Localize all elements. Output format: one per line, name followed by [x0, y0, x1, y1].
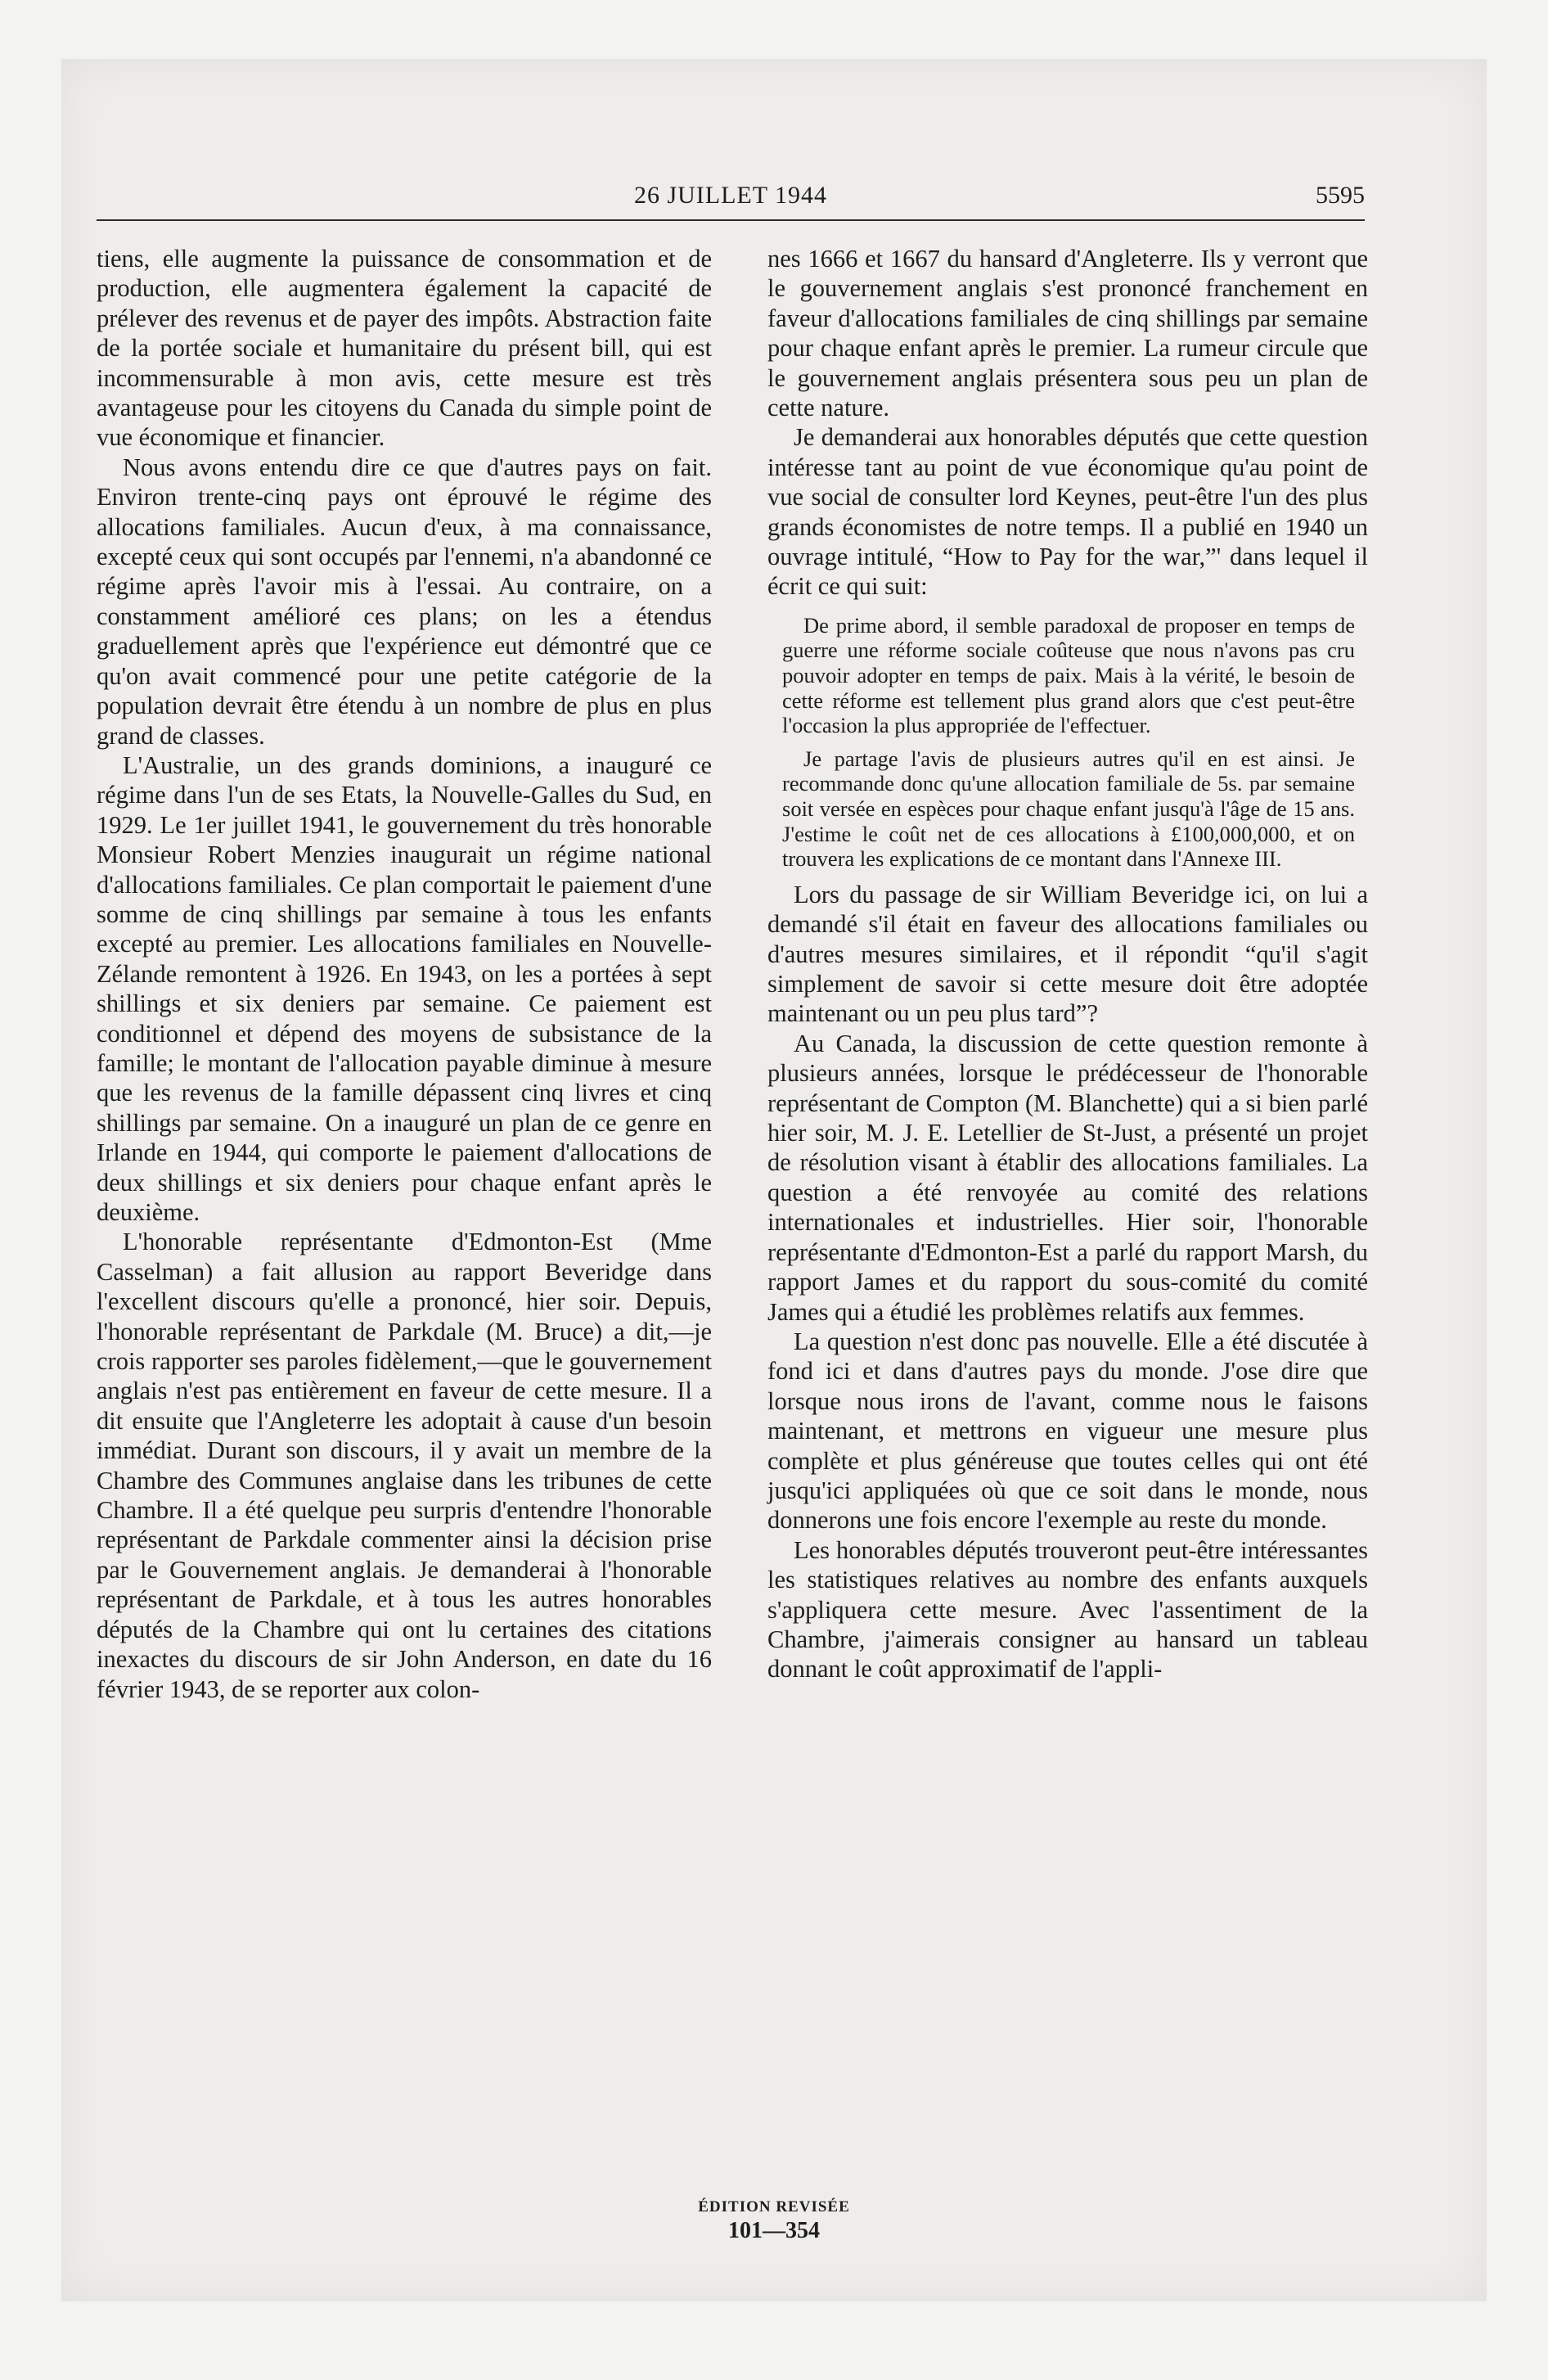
page-number: 5595	[1316, 182, 1365, 209]
block-quote	[767, 613, 1368, 872]
paragraph: L'Australie, un des grands dominions, a inauguré ce régime dans l'un de ses Etats, la Nouvelle-Galles du Sud, en 1929. Le 1er juillet 1941, le gouvernement du très honorable Monsieur Robert Menzies inaugurait un régime national d'allocations familiales. Ce plan comportait le paiement d'une somme de cinq shillings par semaine à tous les enfants excepté au premier. Les allocations familiales en Nouvelle-Zélande remontent à 1926. En 1943, on les a portées à sept shillings et six deniers par semaine. Ce paiement est conditionnel et dépend des moyens de subsistance de la famille; le montant de l'allocation payable diminue à mesure que les revenus de la famille dépassent cinq livres et cinq shillings par semaine. On a inauguré un plan de ce genre en Irlande en 1944, qui comporte le paiement d'allocations de deux shillings et six deniers pour chaque enfant après le deuxième.	[97, 751, 712, 1226]
page-date: 26 JUILLET 1944	[633, 182, 828, 209]
paragraph: tiens, elle augmente la puissance de consommation et de production, elle augmentera également la capacité de prélever des revenus et de payer des impôts. Abstraction faite de la portée sociale et humanitaire du présent bill, qui est incommensurable à mon avis, cette mesure est très avantageuse pour les citoyens du Canada du simple point de vue économique et financier.	[97, 245, 712, 452]
signature-mark: 101—354	[728, 2218, 820, 2243]
left-column	[97, 244, 712, 1704]
paragraph: Lors du passage de sir William Beveridge ici, on lui a demandé s'il était en faveur des allocations familiales ou d'autres mesures similaires, et il répondit “qu'il s'agit simplement de savoir si cette mesure doit être adoptée maintenant ou un peu plus tard”?	[767, 880, 1368, 1028]
paragraph: nes 1666 et 1667 du hansard d'Angleterre. Ils y verront que le gouvernement anglais s'est prononcé franchement en faveur d'allocations familiales de cinq shillings par semaine pour chaque enfant après le premier. La rumeur circule que le gouvernement anglais présentera sous peu un plan de cette nature.	[767, 245, 1368, 422]
quote-paragraph: Je partage l'avis de plusieurs autres qu'il en est ainsi. Je recommande donc qu'une allocation familiale de 5s. par semaine soit versée en espèces pour chaque enfant jusqu'à l'âge de 15 ans. J'estime le coût net de ces allocations à £100,000,000, et on trouvera les explications de ce montant dans l'Annexe III.	[782, 746, 1355, 872]
right-column	[767, 244, 1368, 1684]
page-header	[97, 178, 1365, 221]
paragraph: Au Canada, la discussion de cette question remonte à plusieurs années, lorsque le prédécesseur de l'honorable représentant de Compton (M. Blanchette) qui a si bien parlé hier soir, M. J. E. Letellier de St-Just, a présenté un projet de résolution visant à établir des allocations familiales. La question a été renvoyée au comité des relations internationales et industrielles. Hier soir, l'honorable représentante d'Edmonton-Est a parlé du rapport Marsh, du rapport James et du rapport du sous-comité du comité James qui a étudié les problèmes relatifs aux femmes.	[767, 1029, 1368, 1326]
paragraph: Les honorables députés trouveront peut-être intéressantes les statistiques relatives au nombre des enfants auxquels s'appliquera cette mesure. Avec l'assentiment de la Chambre, j'aimerais consigner au hansard un tableau donnant le coût approximatif de l'appli-	[767, 1535, 1368, 1684]
quote-paragraph: De prime abord, il semble paradoxal de proposer en temps de guerre une réforme sociale coûteuse que nous n'avons pas cru pouvoir adopter en temps de paix. Mais à la vérité, le besoin de cette réforme est tellement plus grand alors que c'est peut-être l'occasion la plus appropriée de l'effectuer.	[782, 612, 1355, 738]
edition-label: ÉDITION REVISÉE	[698, 2198, 850, 2215]
paragraph: La question n'est donc pas nouvelle. Elle a été discutée à fond ici et dans d'autres pays du monde. J'ose dire que lorsque nous irons de l'avant, comme nous le faisons maintenant, et mettrons en vigueur une mesure plus complète et plus généreuse que toutes celles qui ont été jusqu'ici appliquées où que ce soit dans le monde, nous donnerons une fois encore l'exemple au reste du monde.	[767, 1327, 1368, 1535]
page-footer	[0, 2198, 1548, 2244]
paragraph: L'honorable représentante d'Edmonton-Est (Mme Casselman) a fait allusion au rapport Beveridge dans l'excellent discours qu'elle a prononcé, hier soir. Depuis, l'honorable représentant de Parkdale (M. Bruce) a dit,—je crois rapporter ses paroles fidèlement,—que le gouvernement anglais n'est pas entièrement en faveur de cette mesure. Il a dit ensuite que l'Angleterre les adoptait à cause d'un besoin immédiat. Durant son discours, il y avait un membre de la Chambre des Communes anglaise dans les tribunes de cette Chambre. Il a été quelque peu surpris d'entendre l'honorable représentant de Parkdale commenter ainsi la décision prise par le Gouvernement anglais. Je demanderai à l'honorable représentant de Parkdale, et à tous les autres honorables députés de la Chambre qui ont lu certaines des citations inexactes du discours de sir John Anderson, en date du 16 février 1943, de se reporter aux colon-	[97, 1228, 712, 1703]
paragraph: Nous avons entendu dire ce que d'autres pays on fait. Environ trente-cinq pays ont éprouvé le régime des allocations familiales. Aucun d'eux, à ma connaissance, excepté ceux qui sont occupés par l'ennemi, n'a abandonné ce régime après l'avoir mis à l'essai. Au contraire, on a constamment amélioré ces plans; on les a étendus graduellement après que l'expérience eut démontré que ce qu'on avait commencé pour une petite catégorie de la population devrait être étendu à un nombre de plus en plus grand de classes.	[97, 453, 712, 750]
paragraph: Je demanderai aux honorables députés que cette question intéresse tant au point de vue économique qu'au point de vue social de consulter lord Keynes, peut-être l'un des plus grands économistes de notre temps. Il a publié en 1940 un ouvrage intitulé, “How to Pay for the war,”' dans lequel il écrit ce qui suit:	[767, 423, 1368, 601]
